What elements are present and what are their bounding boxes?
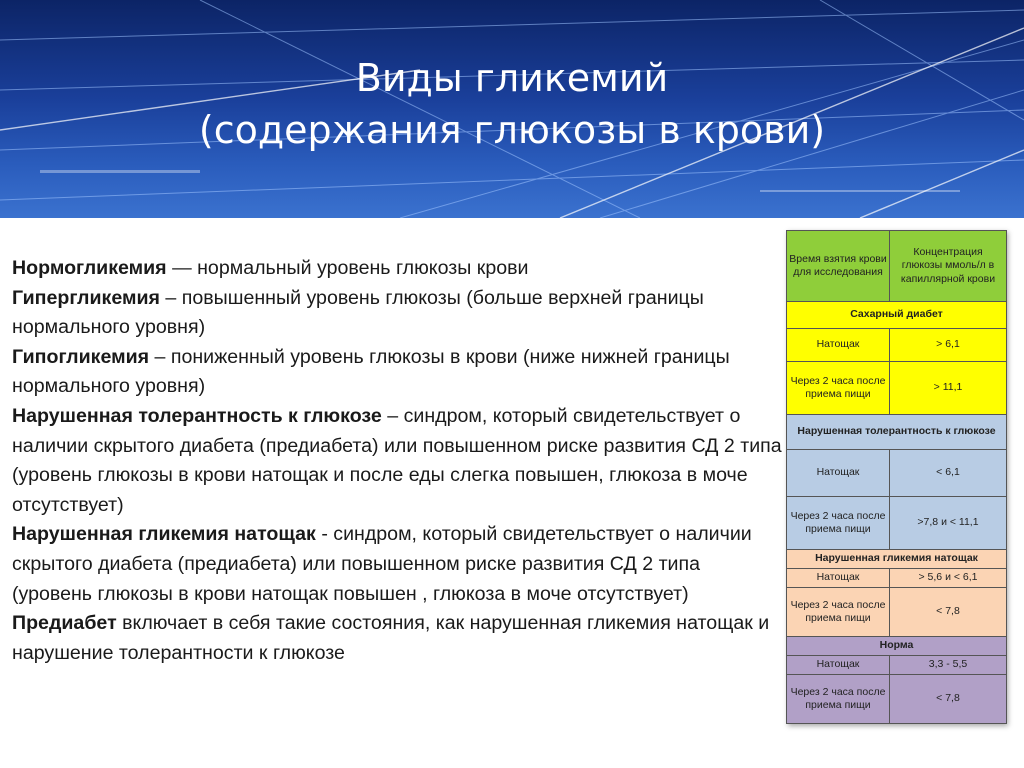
header-cell-time: Время взятия крови для исследования: [787, 231, 890, 302]
definition-text: — нормальный уровень глюкозы крови: [166, 257, 529, 279]
table-row: [787, 497, 1007, 550]
definition-paragraph: [12, 402, 782, 520]
cell-time: Натощак: [787, 656, 890, 675]
cell-time: Натощак: [787, 569, 890, 588]
cell-value: < 7,8: [890, 588, 1007, 637]
cell-time: Через 2 часа после приема пищи: [787, 497, 890, 550]
table-row: [787, 362, 1007, 415]
header-banner: [0, 0, 1024, 218]
table-row: [787, 675, 1007, 724]
section-title: Сахарный диабет: [787, 302, 1007, 329]
definition-term: Гипогликемия: [12, 345, 150, 368]
definition-term: Предиабет: [12, 612, 117, 635]
cell-time: Натощак: [787, 329, 890, 362]
table-row: [787, 569, 1007, 588]
cell-value: < 6,1: [890, 450, 1007, 497]
header-cell-concentration: Концентрация глюкозы ммоль/л в капиллярной крови: [890, 231, 1007, 302]
slide-title: [0, 52, 1024, 156]
definition-text: – повышенный уровень глюкозы (больше верхней границы нормального уровня): [12, 286, 704, 339]
definition-paragraph: [12, 284, 782, 343]
definition-paragraph: [12, 254, 782, 284]
glucose-table: [786, 230, 1007, 724]
cell-value: >7,8 и < 11,1: [890, 497, 1007, 550]
glucose-table-container: [786, 230, 1006, 724]
table-row: [787, 450, 1007, 497]
section-header-tolerance: [787, 415, 1007, 450]
definition-text: включает в себя такие состояния, как нарушенная гликемия натощак и нарушение толерантности к глюкозе: [12, 612, 770, 664]
definition-text: - синдром, который свидетельствует о наличии скрытого диабета (предиабета) или повышенном риске развития СД 2 типа (уровень глюкозы в крови натощак повышен , глюкоза в моче отсутствует): [12, 523, 752, 605]
section-header-fasting: [787, 550, 1007, 569]
title-line-2: (содержания глюкозы в крови): [198, 108, 826, 152]
definition-paragraph: [12, 343, 782, 402]
cell-time: Натощак: [787, 450, 890, 497]
definition-term: Нормогликемия: [12, 257, 167, 279]
definition-term: Нарушенная толерантность к глюкозе: [12, 404, 382, 427]
definition-text: – пониженный уровень глюкозы в крови (ниже нижней границы нормального уровня): [12, 345, 730, 398]
section-header-norm: [787, 637, 1007, 656]
cell-value: < 7,8: [890, 675, 1007, 724]
table-row: [787, 656, 1007, 675]
cell-value: > 11,1: [890, 362, 1007, 415]
cell-time: Через 2 часа после приема пищи: [787, 675, 890, 724]
definition-term: Нарушенная гликемия натощак: [12, 523, 316, 546]
title-line-1: Виды гликемий: [355, 56, 669, 100]
definition-paragraph: [12, 520, 782, 609]
cell-time: Через 2 часа после приема пищи: [787, 588, 890, 637]
definition-term: Гипергликемия: [12, 286, 160, 309]
definition-paragraph: [12, 609, 782, 668]
table-row: [787, 588, 1007, 637]
section-title: Нарушенная толерантность к глюкозе: [787, 415, 1007, 450]
section-header-diabetes: [787, 302, 1007, 329]
table-row: [787, 329, 1007, 362]
cell-time: Через 2 часа после приема пищи: [787, 362, 890, 415]
section-title: Нарушенная гликемия натощак: [787, 550, 1007, 569]
definitions-text: [12, 254, 782, 668]
definition-text: – синдром, который свидетельствует о наличии скрытого диабета (предиабета) или повышенном риске развития СД 2 типа (уровень глюкозы в крови натощак и после еды слегка повышен, глюкоза в моче отсутствует): [12, 404, 782, 516]
cell-value: > 6,1: [890, 329, 1007, 362]
cell-value: 3,3 - 5,5: [890, 656, 1007, 675]
section-title: Норма: [787, 637, 1007, 656]
table-header-row: [787, 231, 1007, 302]
cell-value: > 5,6 и < 6,1: [890, 569, 1007, 588]
